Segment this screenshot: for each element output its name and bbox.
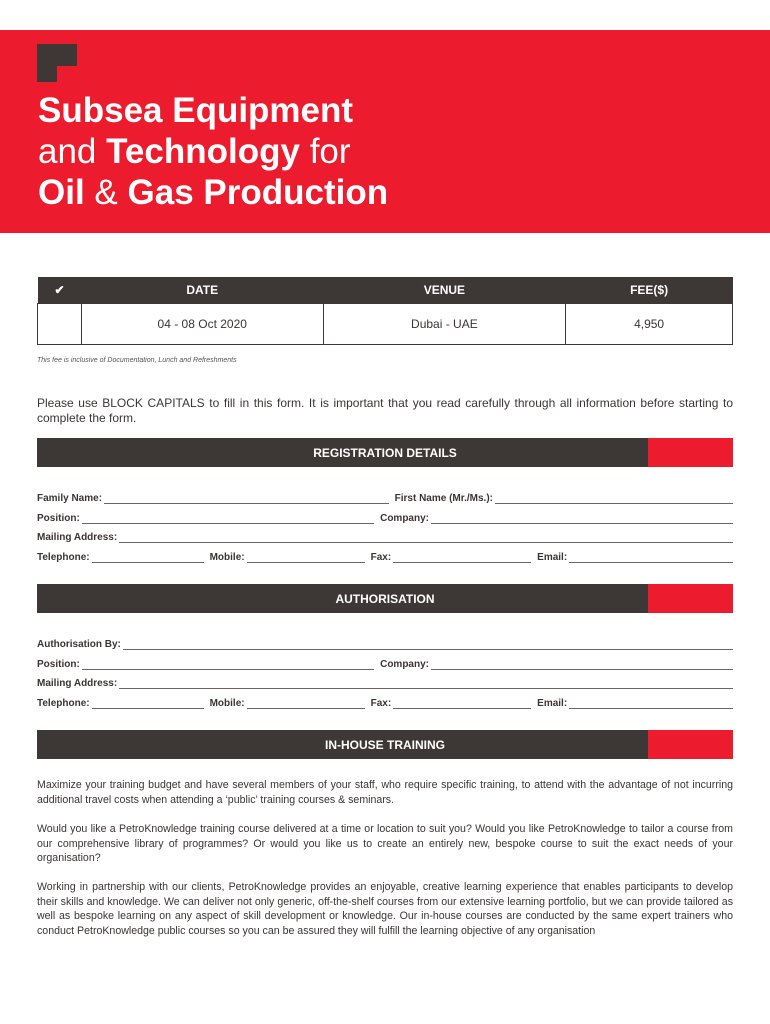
telephone-label: Telephone: [37, 552, 90, 563]
auth-company-label: Company: [380, 659, 429, 670]
company-label: Company: [380, 513, 429, 524]
auth-mailing-field[interactable] [119, 678, 733, 689]
title-banner [0, 30, 770, 233]
venue-header: VENUE [323, 277, 566, 303]
reg-position-row [37, 510, 733, 524]
auth-mobile-field[interactable] [247, 698, 365, 709]
registration-header [37, 438, 733, 467]
auth-company-field[interactable] [431, 659, 733, 670]
title-and: and [38, 132, 97, 171]
authorisation-header [37, 584, 733, 613]
reg-name-row [37, 490, 733, 504]
date-cell: 04 - 08 Oct 2020 [81, 303, 323, 344]
auth-mobile-label: Mobile: [209, 698, 245, 709]
fax-field[interactable] [393, 552, 531, 563]
auth-by-row [37, 636, 733, 650]
auth-telephone-field[interactable] [92, 698, 204, 709]
inhouse-paragraph-2: Would you like a PetroKnowledge training course delivered at a time or location to suit you? Would you like PetroKnowledge to tailor a course from our comprehensive library of programmes? Or would you like us to create an entirely new, bespoke course to suit the exact needs of your organisation? [37, 823, 733, 864]
mobile-field[interactable] [247, 552, 365, 563]
title-gas-production: Gas Production [127, 173, 389, 212]
family-name-field[interactable] [104, 493, 389, 504]
reg-contact-row [37, 549, 733, 563]
table-row [38, 303, 733, 344]
auth-mailing-row [37, 675, 733, 689]
registration-title: REGISTRATION DETAILS [313, 446, 457, 460]
auth-contact-row [37, 695, 733, 709]
title-for: for [309, 132, 351, 171]
title-technology: Technology [106, 132, 300, 171]
fee-note: This fee is inclusive of Documentation, Lunch and Refreshments [37, 357, 237, 364]
authorisation-by-label: Authorisation By: [37, 639, 121, 650]
fee-table [37, 277, 733, 345]
mobile-label: Mobile: [209, 552, 245, 563]
auth-fax-label: Fax: [370, 698, 392, 709]
first-name-label: First Name (Mr./Ms.): [394, 493, 493, 504]
auth-fax-field[interactable] [393, 698, 531, 709]
inhouse-paragraph-3: Working in partnership with our clients, PetroKnowledge provides an enjoyable, creative learning experience that enables participants to develop their skills and knowledge. We can deliver not only generic, off-the-shelf courses from our extensive learning portfolio, but we can provide tailored as well as bespoke learning on any aspect of skill development or knowledge. Our in-house courses are conducted by the same expert trainers who conduct PetroKnowledge public courses so you can be assured they will fulfill the learning objective of any organisation [37, 881, 733, 937]
course-title [38, 90, 388, 213]
mailing-address-label: Mailing Address: [37, 532, 118, 543]
fee-cell: 4,950 [566, 303, 733, 344]
title-line-1: Subsea Equipment [38, 91, 354, 130]
email-field[interactable] [569, 552, 733, 563]
title-ampersand: & [94, 173, 118, 212]
auth-position-field[interactable] [82, 659, 374, 670]
auth-position-row [37, 656, 733, 670]
auth-mailing-label: Mailing Address: [37, 678, 118, 689]
venue-cell: Dubai - UAE [323, 303, 566, 344]
inhouse-header [37, 730, 733, 759]
authorisation-title: AUTHORISATION [335, 592, 435, 606]
reg-mailing-row [37, 529, 733, 543]
select-checkbox[interactable] [38, 303, 82, 344]
inhouse-paragraph-1: Maximize your training budget and have several members of your staff, who require specific training, to attend with the advantage of not incurring additional travel costs when attending a ‘public’ training courses & seminars. [37, 779, 733, 806]
auth-position-label: Position: [37, 659, 80, 670]
telephone-field[interactable] [92, 552, 204, 563]
company-field[interactable] [431, 513, 733, 524]
authorisation-by-field[interactable] [123, 639, 733, 650]
position-label: Position: [37, 513, 80, 524]
email-label: Email: [537, 552, 568, 563]
brand-logo [37, 44, 77, 82]
intro-text: Please use BLOCK CAPITALS to fill in this form. It is important that you read carefully through all information before starting to complete the form. [37, 396, 733, 425]
title-oil: Oil [38, 173, 85, 212]
mailing-address-field[interactable] [119, 532, 733, 543]
auth-email-label: Email: [537, 698, 568, 709]
date-header: DATE [81, 277, 323, 303]
inhouse-title: IN-HOUSE TRAINING [325, 738, 445, 752]
auth-telephone-label: Telephone: [37, 698, 90, 709]
auth-email-field[interactable] [569, 698, 733, 709]
check-icon: ✔ [38, 277, 82, 303]
fee-header: FEE($) [566, 277, 733, 303]
family-name-label: Family Name: [37, 493, 103, 504]
fax-label: Fax: [370, 552, 392, 563]
first-name-field[interactable] [495, 493, 733, 504]
position-field[interactable] [82, 513, 374, 524]
